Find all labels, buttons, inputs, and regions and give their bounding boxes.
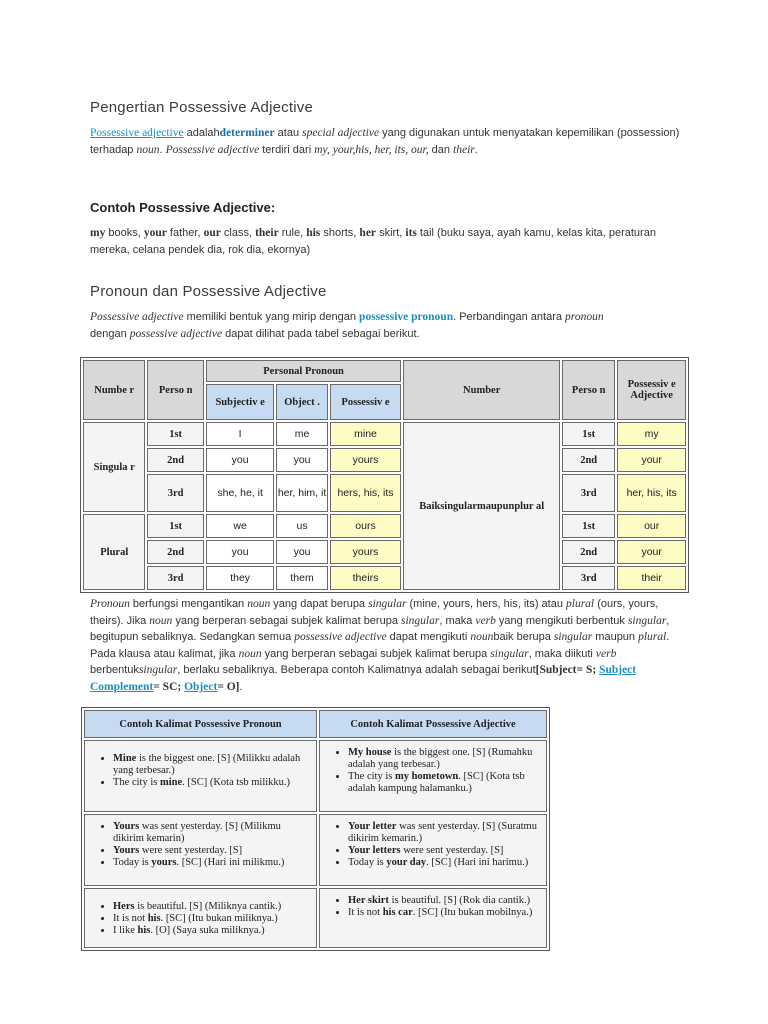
person-cell: 3rd: [562, 474, 615, 512]
group-plural: Plural: [83, 514, 145, 590]
section-title-pengertian: Pengertian Possessive Adjective: [90, 99, 313, 116]
person-cell: 1st: [147, 514, 203, 538]
example-cell: [319, 740, 547, 812]
header-possessive-pronoun-examples: Contoh Kalimat Possessive Pronoun: [84, 710, 317, 738]
person-cell: 2nd: [562, 448, 615, 472]
pronoun-paragraph: Possessive adjective memiliki bentuk yang mirip dengan possessive pronoun. Perbandingan antara pronoun dengan possessive adjective dapat dilihat pada tabel sebagai berikut.: [90, 311, 604, 340]
object-cell: her, him, it: [276, 474, 327, 512]
header-possessive: Possessiv e: [330, 384, 402, 420]
example-cell: [84, 740, 317, 812]
group-singular: Singula r: [83, 422, 145, 512]
person-cell: 1st: [562, 422, 615, 446]
possessive-adjective-cell: our: [617, 514, 686, 538]
object-cell: you: [276, 540, 327, 564]
group-both: Baiksingularmaupunplur al: [403, 422, 560, 590]
header-number: Numbe r: [83, 360, 145, 420]
header-possessive-adjective: Possessiv e Adjective: [617, 360, 686, 420]
table-row: [83, 422, 686, 446]
table-row: [83, 474, 686, 512]
person-cell: 3rd: [562, 566, 615, 590]
table-row: [83, 540, 686, 564]
possessive-pronoun-link[interactable]: possessive pronoun: [359, 311, 454, 323]
header-personal-pronoun: Personal Pronoun: [206, 360, 402, 382]
pengertian-paragraph: Possessive adjective adalahdeterminer atau special adjective yang digunakan untuk menyatakan kepemilikan (possession) terhadap noun. Possessive adjective terdiri dari my, your,his, her, its, our, dan their.: [90, 127, 680, 156]
object-cell: them: [276, 566, 327, 590]
subjective-cell: she, he, it: [206, 474, 275, 512]
object-cell: us: [276, 514, 327, 538]
object-cell: me: [276, 422, 327, 446]
list-item: • Yours was sent yesterday. [S] (Milikmu dikirim kemarin): [113, 821, 312, 845]
subjective-cell: you: [206, 540, 275, 564]
example-cell: [319, 888, 547, 948]
person-cell: 2nd: [562, 540, 615, 564]
person-cell: 3rd: [147, 474, 203, 512]
object-cell: you: [276, 448, 327, 472]
subjective-cell: they: [206, 566, 275, 590]
possessive-adjective-cell: her, his, its: [617, 474, 686, 512]
table-row: [83, 448, 686, 472]
list-item: • The city is mine. [SC] (Kota tsb milikku.): [113, 777, 312, 789]
list-item: • Her skirt is beautiful. [S] (Rok dia cantik.): [348, 895, 542, 907]
subjective-cell: we: [206, 514, 275, 538]
possessive-cell: yours: [330, 540, 402, 564]
possessive-cell: theirs: [330, 566, 402, 590]
person-cell: 2nd: [147, 448, 203, 472]
table-row: [84, 814, 547, 886]
header-person: Perso n: [147, 360, 203, 420]
list-item: • It is not his. [SC] (Itu bukan miliknya.): [113, 913, 312, 925]
pronoun-function-paragraph: Pronoun berfungsi mengantikan noun yang dapat berupa singular (mine, yours, hers, his, its) atau plural (ours, yours, theirs). Jika noun yang berperan sebagai subjek kalimat berupa singular, maka verb yang mengikuti berbentuk singular, begitupun sebaliknya. Sedangkan semua possessive adjective dapat mengikuti nounbaik berupa singular maupun plural. Pada klausa atau kalimat, jika noun yang berperan sebagai subjek kalimat berupa singular, maka diikuti verb berbentuksingular, berlaku sebaliknya. Beberapa contoh Kalimatnya adalah sebagai berikut[Subject= S; Subject Complement= SC; Object= O].: [90, 598, 670, 693]
possessive-adjective-link[interactable]: Possessive adjective: [90, 127, 184, 139]
person-cell: 1st: [147, 422, 203, 446]
examples-table: [81, 707, 550, 951]
list-item: • Mine is the biggest one. [S] (Milikku adalah yang terbesar.): [113, 753, 312, 777]
possessive-cell: yours: [330, 448, 402, 472]
example-cell: [84, 888, 317, 948]
list-item: • Your letters were sent yesterday. [S]: [348, 845, 542, 857]
list-item: • My house is the biggest one. [S] (Rumahku adalah yang terbesar.): [348, 747, 542, 771]
list-item: • The city is my hometown. [SC] (Kota tsb adalah kampung halamanku.): [348, 771, 542, 795]
list-item: • Yours were sent yesterday. [S]: [113, 845, 312, 857]
subject-complement-link[interactable]: Subject Complement: [90, 664, 637, 693]
header-possessive-adjective-examples: Contoh Kalimat Possessive Adjective: [319, 710, 547, 738]
list-item: • Today is yours. [SC] (Hari ini milikmu.): [113, 857, 312, 869]
person-cell: 2nd: [147, 540, 203, 564]
person-cell: 1st: [562, 514, 615, 538]
list-item: • Today is your day. [SC] (Hari ini harimu.): [348, 857, 542, 869]
object-link[interactable]: Object: [184, 680, 218, 693]
header-object: Object .: [276, 384, 327, 420]
header-subjective: Subjectiv e: [206, 384, 275, 420]
subjective-cell: I: [206, 422, 275, 446]
header-person-2: Perso n: [562, 360, 615, 420]
possessive-cell: ours: [330, 514, 402, 538]
table-row: [84, 740, 547, 812]
table-row: [84, 888, 547, 948]
subjective-cell: you: [206, 448, 275, 472]
contoh-paragraph: my books, your father, our class, their rule, his shorts, her skirt, its tail (buku saya, ayah kamu, kelas kita, peraturan mereka, celana pendek dia, rok dia, ekornya): [90, 227, 656, 256]
possessive-cell: hers, his, its: [330, 474, 402, 512]
possessive-adjective-cell: your: [617, 448, 686, 472]
list-item: • Hers is beautiful. [S] (Miliknya cantik.): [113, 901, 312, 913]
possessive-cell: mine: [330, 422, 402, 446]
table-row: [83, 514, 686, 538]
list-item: • Your letter was sent yesterday. [S] (Suratmu dikirim kemarin.): [348, 821, 542, 845]
list-item: • It is not his car. [SC] (Itu bukan mobilnya.): [348, 907, 542, 919]
possessive-adjective-cell: your: [617, 540, 686, 564]
pronoun-table: [80, 357, 689, 593]
section-title-contoh: Contoh Possessive Adjective:: [90, 200, 276, 215]
person-cell: 3rd: [147, 566, 203, 590]
possessive-adjective-cell: my: [617, 422, 686, 446]
table-row: [83, 566, 686, 590]
example-cell: [84, 814, 317, 886]
possessive-adjective-cell: their: [617, 566, 686, 590]
list-item: • I like his. [O] (Saya suka miliknya.): [113, 925, 312, 937]
example-cell: [319, 814, 547, 886]
section-title-pronoun: Pronoun dan Possessive Adjective: [90, 283, 327, 300]
header-number-2: Number: [403, 360, 560, 420]
